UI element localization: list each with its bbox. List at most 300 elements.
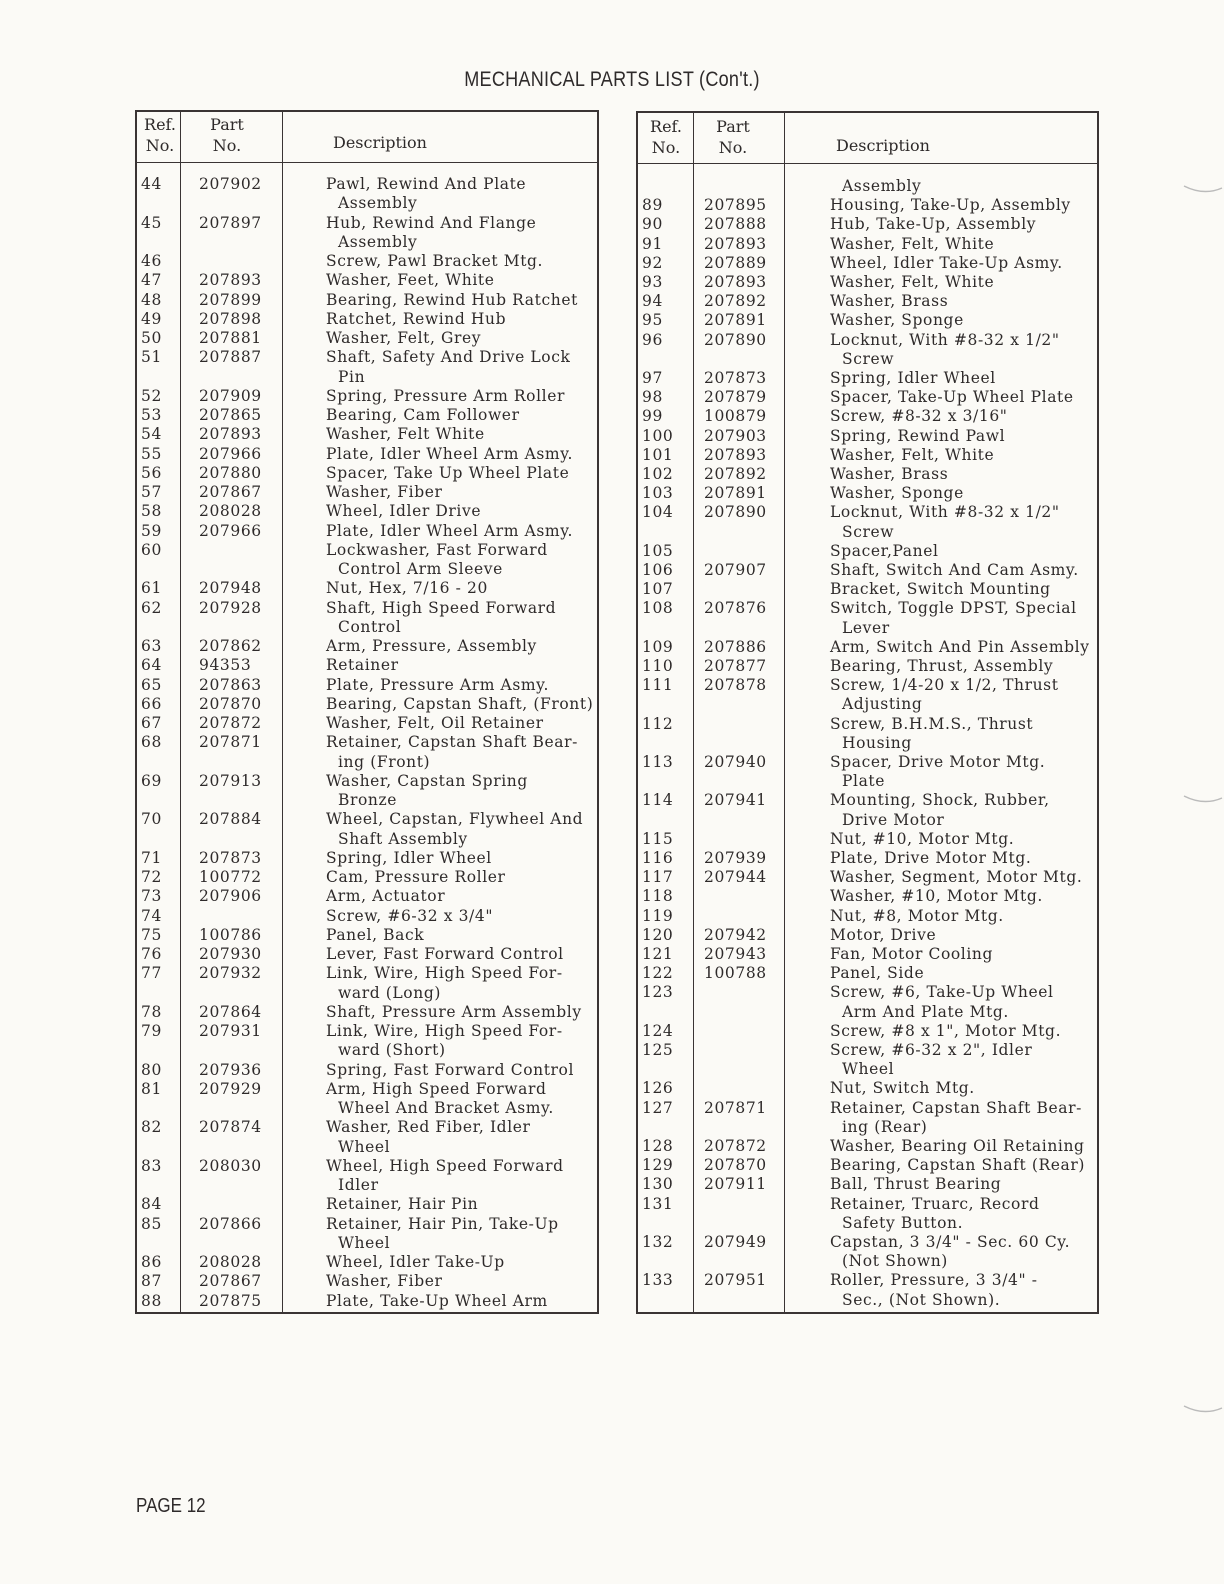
ref-number: 90 [642,215,663,234]
part-description: Spring, Rewind Pawl [830,426,1006,445]
part-description: Washer, Bearing Oil Retaining [830,1137,1085,1155]
part-description: Shaft, High Speed Forward [326,598,557,617]
part-description: Plate, Idler Wheel Arm Asmy. [326,444,574,463]
part-description: Nut, Switch Mtg. [830,1079,975,1098]
part-description: Plate, Idler Wheel Arm Asmy. [326,521,574,540]
part-description: Pawl, Rewind And Plate [326,175,527,193]
ref-number: 108 [642,599,674,618]
part-number: 207902 [199,175,262,193]
part-description: Arm, Pressure, Assembly [326,637,537,655]
part-number: 208028 [199,1253,262,1271]
part-number: 207879 [704,388,767,407]
part-description: Retainer, Hair Pin, Take-Up [326,1214,559,1233]
part-number: 207940 [704,753,767,771]
ref-number: 68 [141,733,162,752]
part-description: (Not Shown) [842,1252,948,1271]
part-description: Screw, #6-32 x 2", Idler [830,1041,1033,1059]
part-number: 207866 [199,1214,262,1233]
part-description: Lever [842,618,890,637]
ref-number: 73 [141,887,162,906]
part-number: 207891 [704,484,767,503]
part-description: Wheel, Idler Take-Up [326,1253,505,1271]
part-description: Spacer,Panel [830,541,939,560]
part-description: Bronze [338,791,398,809]
part-description: Retainer, Capstan Shaft Bear- [326,733,578,752]
column-divider [180,112,181,1312]
part-number: 207931 [199,1022,262,1040]
part-number: 208028 [199,502,262,521]
parts-table-right [636,111,1099,1314]
part-number: 207893 [704,273,767,291]
part-number: 208030 [199,1156,262,1175]
part-number: 207951 [704,1271,767,1290]
column-divider [282,112,283,1312]
part-description: Wheel [842,1060,895,1079]
ref-number: 83 [141,1156,162,1175]
part-description: ward (Short) [338,1041,446,1060]
part-number: 207906 [199,887,262,906]
part-number: 100786 [199,925,262,944]
part-description: Washer, Fiber [326,1272,443,1291]
ref-number: 104 [642,503,674,522]
part-number: 207898 [199,309,262,328]
ref-number: 62 [141,598,162,617]
part-description: Washer, Felt, White [830,445,995,464]
ref-number: 78 [141,1002,162,1021]
part-number: 207939 [704,849,767,867]
ref-number: 123 [642,983,674,1002]
ref-number: 60 [141,540,162,559]
part-number: 207870 [704,1156,767,1175]
part-description: Hub, Rewind And Flange [326,213,537,232]
part-number: 100788 [704,964,767,983]
ref-number: 46 [141,252,162,270]
ref-number: 119 [642,906,674,925]
ref-number: 71 [141,848,162,867]
part-number: 207943 [704,945,767,963]
part-description: Lockwasher, Fast Forward [326,540,548,559]
part-number: 207893 [199,425,262,444]
part-number: 207892 [704,465,767,483]
ref-number: 66 [141,694,162,713]
ref-number: 98 [642,388,663,407]
header-ref-no: Ref. No. [144,115,176,155]
part-number: 207875 [199,1291,262,1310]
part-number: 207949 [704,1233,767,1251]
ref-number: 63 [141,637,162,655]
part-description: Washer, Capstan Spring [326,771,528,790]
part-number: 207874 [199,1118,262,1137]
part-description: Arm, Switch And Pin Assembly [830,637,1090,656]
part-description: Plate [842,772,886,791]
part-number: 100879 [704,407,767,426]
part-description: Wheel [338,1137,391,1156]
part-description: Plate, Take-Up Wheel Arm [326,1291,548,1310]
part-description: Spring, Fast Forward Control [326,1060,575,1079]
ref-number: 58 [141,502,162,521]
binding-mark-icon [1164,1398,1224,1418]
part-description: Ball, Thrust Bearing [830,1175,1002,1194]
part-description: Pin [338,367,366,386]
ref-number: 110 [642,657,674,675]
ref-number: 55 [141,444,162,463]
part-description: Locknut, With #8-32 x 1/2" [830,503,1060,522]
ref-number: 102 [642,465,674,483]
part-description: Washer, Segment, Motor Mtg. [830,868,1083,887]
ref-number: 112 [642,714,674,733]
part-description: Washer, Feet, White [326,271,495,290]
part-description: Screw, 1/4-20 x 1/2, Thrust [830,676,1059,695]
part-description: Wheel, High Speed Forward [326,1156,564,1175]
part-number: 207936 [199,1060,262,1079]
part-description: Adjusting [842,695,923,714]
ref-number: 115 [642,829,674,848]
part-number: 207886 [704,637,767,656]
ref-number: 88 [141,1291,162,1310]
part-description: Shaft, Safety And Drive Lock [326,348,571,367]
part-number: 207899 [199,290,262,309]
part-number: 207871 [704,1098,767,1117]
ref-number: 129 [642,1156,674,1175]
ref-number: 130 [642,1175,674,1194]
ref-number: 131 [642,1194,674,1213]
ref-number: 100 [642,426,674,445]
page-number: PAGE 12 [136,1495,206,1517]
ref-number: 99 [642,407,663,426]
part-description: Ratchet, Rewind Hub [326,309,507,328]
part-description: Retainer, Capstan Shaft Bear- [830,1098,1082,1117]
ref-number: 117 [642,868,674,887]
part-number: 207893 [704,445,767,464]
ref-number: 64 [141,656,162,675]
binding-mark-icon [1164,788,1224,808]
part-number: 207930 [199,945,262,963]
ref-number: 56 [141,463,162,482]
part-number: 207966 [199,521,262,540]
part-description: Assembly [338,194,418,213]
part-number: 207893 [704,234,767,253]
part-description: Link, Wire, High Speed For- [326,1022,563,1040]
part-description: Bearing, Thrust, Assembly [830,657,1054,675]
part-number: 207872 [704,1137,767,1155]
header-ref-no: Ref. No. [650,117,682,157]
ref-number: 50 [141,329,162,347]
part-number: 207891 [704,311,767,330]
part-description: Screw, Pawl Bracket Mtg. [326,252,544,270]
part-description: Arm, Actuator [326,887,446,906]
ref-number: 70 [141,810,162,829]
part-number: 207880 [199,463,262,482]
part-number: 207892 [704,292,767,311]
part-description: Wheel, Capstan, Flywheel And [326,810,584,829]
part-description: Shaft, Switch And Cam Asmy. [830,561,1079,579]
part-description: Roller, Pressure, 3 3/4" - [830,1271,1038,1290]
part-number: 207929 [199,1079,262,1098]
part-description: Fan, Motor Cooling [830,945,994,963]
parts-table-left [135,110,599,1314]
part-number: 207876 [704,599,767,618]
ref-number: 45 [141,213,162,232]
ref-number: 53 [141,406,162,424]
ref-number: 81 [141,1079,162,1098]
part-description: Safety Button. [842,1213,964,1232]
part-description: Spacer, Drive Motor Mtg. [830,753,1046,771]
ref-number: 95 [642,311,663,330]
part-number: 207911 [704,1175,767,1194]
part-number: 100772 [199,868,262,886]
ref-number: 125 [642,1041,674,1059]
header-part-no: Part No. [716,117,750,157]
part-number: 207897 [199,213,262,232]
part-description: Washer, Felt, White [830,234,995,253]
ref-number: 82 [141,1118,162,1137]
ref-number: 91 [642,234,663,253]
part-description: Bearing, Capstan Shaft, (Front) [326,694,594,713]
ref-number: 67 [141,714,162,732]
part-description: Assembly [842,177,922,195]
ref-number: 48 [141,290,162,309]
ref-number: 113 [642,753,674,771]
part-description: Washer, Brass [830,465,949,483]
ref-number: 101 [642,445,674,464]
part-description: Locknut, With #8-32 x 1/2" [830,330,1060,349]
ref-number: 79 [141,1022,162,1040]
ref-number: 49 [141,309,162,328]
part-number: 207870 [199,694,262,713]
part-description: Lever, Fast Forward Control [326,945,564,963]
header-divider [638,163,1097,164]
part-description: Plate, Pressure Arm Asmy. [326,675,549,694]
part-number: 207932 [199,964,262,983]
part-description: Wheel, Idler Take-Up Asmy. [830,253,1063,272]
part-description: Housing, Take-Up, Assembly [830,196,1071,215]
part-number: 207966 [199,444,262,463]
ref-number: 127 [642,1098,674,1117]
part-description: Washer, Sponge [830,311,964,330]
part-number: 207867 [199,483,262,501]
part-description: Arm, High Speed Forward [326,1079,547,1098]
part-number: 207873 [704,369,767,387]
part-number: 207884 [199,810,262,829]
ref-number: 69 [141,771,162,790]
part-description: Spacer, Take-Up Wheel Plate [830,388,1074,407]
ref-number: 77 [141,964,162,983]
ref-number: 124 [642,1021,674,1040]
ref-number: 61 [141,579,162,598]
part-number: 207862 [199,637,262,655]
part-description: Washer, Felt, White [830,273,995,291]
part-description: Nut, #10, Motor Mtg. [830,829,1015,848]
part-description: Retainer [326,656,399,675]
part-description: Shaft Assembly [338,829,468,848]
part-description: Screw, B.H.M.S., Thrust [830,714,1034,733]
part-number: 207873 [199,848,262,867]
part-number: 207867 [199,1272,262,1291]
part-description: Retainer, Hair Pin [326,1195,479,1214]
part-description: Bearing, Rewind Hub Ratchet [326,290,578,309]
header-description: Description [836,136,930,155]
ref-number: 44 [141,175,162,193]
part-number: 207887 [199,348,262,367]
ref-number: 87 [141,1272,162,1291]
part-description: Screw, #8-32 x 3/16" [830,407,1008,426]
part-description: Arm And Plate Mtg. [842,1002,1009,1021]
ref-number: 105 [642,541,674,560]
part-description: Bearing, Cam Follower [326,406,520,424]
ref-number: 93 [642,273,663,291]
ref-number: 59 [141,521,162,540]
part-description: ward (Long) [338,983,441,1002]
ref-number: 75 [141,925,162,944]
ref-number: 107 [642,580,674,599]
ref-number: 54 [141,425,162,444]
part-description: Washer, Fiber [326,483,443,501]
part-description: Bearing, Capstan Shaft (Rear) [830,1156,1086,1175]
part-description: Cam, Pressure Roller [326,868,506,886]
ref-number: 80 [141,1060,162,1079]
ref-number: 116 [642,849,674,867]
part-description: Assembly [338,232,418,251]
part-description: Spring, Idler Wheel [326,848,492,867]
part-number: 207942 [704,925,767,944]
part-number: 207878 [704,676,767,695]
ref-number: 65 [141,675,162,694]
part-description: Washer, Brass [830,292,949,311]
part-description: Capstan, 3 3/4" - Sec. 60 Cy. [830,1233,1071,1251]
page-title: MECHANICAL PARTS LIST (Con't.) [464,68,760,91]
ref-number: 57 [141,483,162,501]
ref-number: 92 [642,253,663,272]
part-description: Washer, Felt, Grey [326,329,482,347]
part-description: Screw [842,349,895,368]
header-description: Description [333,133,427,152]
ref-number: 72 [141,868,162,886]
part-number: 207948 [199,579,262,598]
part-description: Bracket, Switch Mounting [830,580,1051,599]
part-description: Link, Wire, High Speed For- [326,964,563,983]
ref-number: 118 [642,887,674,906]
part-description: Wheel [338,1233,391,1252]
column-divider [784,113,785,1312]
part-description: Wheel And Bracket Asmy. [338,1099,554,1117]
part-number: 207871 [199,733,262,752]
part-number: 207872 [199,714,262,732]
ref-number: 94 [642,292,663,311]
ref-number: 114 [642,791,674,810]
part-description: Control [338,617,402,636]
part-number: 207863 [199,675,262,694]
ref-number: 74 [141,906,162,925]
ref-number: 111 [642,676,674,695]
part-description: Washer, Sponge [830,484,964,503]
binding-mark-icon [1164,178,1224,198]
ref-number: 96 [642,330,663,349]
part-number: 94353 [199,656,252,675]
part-number: 207890 [704,330,767,349]
part-number: 207903 [704,426,767,445]
part-number: 207864 [199,1002,262,1021]
ref-number: 51 [141,348,162,367]
part-description: Screw, #6-32 x 3/4" [326,906,494,925]
part-description: Mounting, Shock, Rubber, [830,791,1050,810]
ref-number: 86 [141,1253,162,1271]
part-number: 207890 [704,503,767,522]
ref-number: 120 [642,925,674,944]
part-description: Washer, Felt, Oil Retainer [326,714,544,732]
part-number: 207877 [704,657,767,675]
part-description: Nut, #8, Motor Mtg. [830,906,1004,925]
part-description: Spacer, Take Up Wheel Plate [326,463,570,482]
header-part-no: Part No. [210,115,244,155]
part-description: ing (Front) [338,752,431,771]
part-description: Idler [338,1176,379,1194]
part-description: Motor, Drive [830,925,937,944]
ref-number: 132 [642,1233,674,1251]
ref-number: 128 [642,1137,674,1155]
part-description: Switch, Toggle DPST, Special [830,599,1077,618]
ref-number: 47 [141,271,162,290]
part-description: Drive Motor [842,810,945,829]
part-description: Panel, Back [326,925,425,944]
part-number: 207907 [704,561,767,579]
header-divider [137,162,597,163]
ref-number: 52 [141,386,162,405]
part-number: 207928 [199,598,262,617]
part-description: Hub, Take-Up, Assembly [830,215,1037,234]
ref-number: 133 [642,1271,674,1290]
part-number: 207909 [199,386,262,405]
part-description: Screw [842,522,895,541]
part-number: 207865 [199,406,262,424]
part-description: Spring, Pressure Arm Roller [326,386,566,405]
part-description: ing (Rear) [842,1117,928,1136]
part-description: Washer, Felt White [326,425,485,444]
ref-number: 84 [141,1195,162,1214]
ref-number: 122 [642,964,674,983]
part-description: Screw, #6, Take-Up Wheel [830,983,1054,1002]
ref-number: 106 [642,561,674,579]
part-description: Washer, #10, Motor Mtg. [830,887,1043,906]
ref-number: 89 [642,196,663,215]
ref-number: 126 [642,1079,674,1098]
part-number: 207895 [704,196,767,215]
ref-number: 103 [642,484,674,503]
column-divider [693,113,694,1312]
part-number: 207941 [704,791,767,810]
part-number: 207889 [704,253,767,272]
part-number: 207944 [704,868,767,887]
part-description: Control Arm Sleeve [338,560,503,578]
part-number: 207881 [199,329,262,347]
part-description: Plate, Drive Motor Mtg. [830,849,1032,867]
part-number: 207888 [704,215,767,234]
ref-number: 85 [141,1214,162,1233]
part-description: Nut, Hex, 7/16 - 20 [326,579,488,598]
part-description: Housing [842,733,912,752]
part-number: 207913 [199,771,262,790]
ref-number: 109 [642,637,674,656]
part-description: Retainer, Truarc, Record [830,1194,1040,1213]
ref-number: 76 [141,945,162,963]
part-description: Shaft, Pressure Arm Assembly [326,1002,582,1021]
part-description: Panel, Side [830,964,925,983]
part-description: Washer, Red Fiber, Idler [326,1118,531,1137]
part-number: 207893 [199,271,262,290]
part-description: Screw, #8 x 1", Motor Mtg. [830,1021,1062,1040]
part-description: Wheel, Idler Drive [326,502,482,521]
part-description: Sec., (Not Shown). [842,1290,1001,1309]
ref-number: 97 [642,369,663,387]
